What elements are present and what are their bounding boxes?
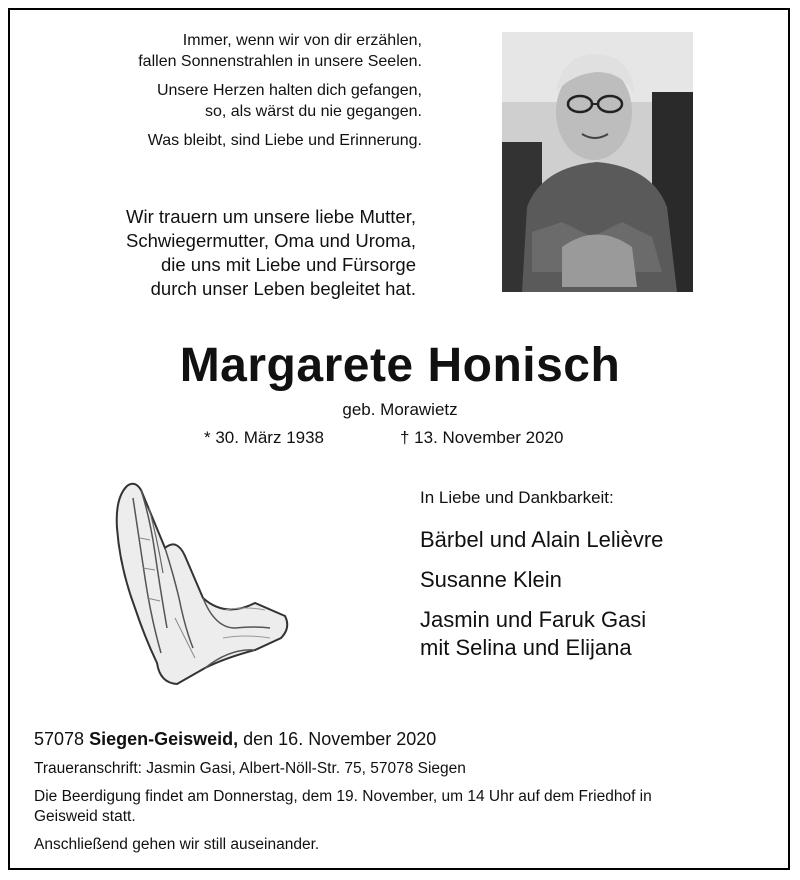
death-date: † 13. November 2020 — [400, 428, 564, 447]
portrait-photo — [502, 32, 693, 292]
family-name: Susanne Klein — [420, 567, 562, 592]
poem — [138, 30, 422, 159]
birth-date: * 30. März 1938 — [204, 428, 325, 447]
footer — [34, 729, 774, 863]
closing-note: Anschließend gehen wir still auseinander. — [34, 836, 320, 853]
family-entry — [420, 526, 663, 554]
funeral-line: Geisweid statt. — [34, 808, 136, 825]
family-name: Bärbel und Alain Lelièvre — [420, 527, 664, 552]
poem-line: Unsere Herzen halten dich gefangen, — [156, 82, 422, 99]
mourning-line: Schwiegermutter, Oma und Uroma, — [126, 230, 416, 251]
funeral-info — [34, 787, 774, 827]
family-name: mit Selina und Elijana — [420, 635, 632, 660]
birth-name: geb. Morawietz — [342, 400, 458, 419]
poem-line: Immer, wenn wir von dir erzählen, — [182, 32, 422, 49]
poem-line: so, als wärst du nie gegangen. — [204, 103, 422, 120]
family-entry — [420, 606, 663, 662]
deceased-name: Margarete Honisch — [179, 339, 621, 392]
signers — [420, 488, 663, 674]
poem-line: Was bleibt, sind Liebe und Erinnerung. — [147, 132, 422, 149]
family-entry — [420, 566, 663, 594]
mourning-line: Wir trauern um unsere liebe Mutter, — [126, 206, 416, 227]
mourning-line: die uns mit Liebe und Fürsorge — [160, 254, 416, 275]
mourning-text — [126, 205, 416, 301]
signers-intro: In Liebe und Dankbarkeit: — [420, 488, 614, 507]
notice-date: den 16. November 2020 — [243, 729, 437, 749]
funeral-line: Die Beerdigung findet am Donnerstag, dem 19. November, um 14 Uhr auf dem Friedhof in — [34, 788, 652, 805]
city: Siegen-Geisweid, — [89, 729, 239, 749]
poem-line: fallen Sonnenstrahlen in unsere Seelen. — [138, 53, 422, 70]
mourning-line: durch unser Leben begleitet hat. — [150, 278, 416, 299]
family-name: Jasmin und Faruk Gasi — [420, 607, 647, 632]
postcode: 57078 — [34, 729, 85, 749]
place-date — [34, 729, 774, 749]
mourning-address: Traueranschrift: Jasmin Gasi, Albert-Nöll-Str. 75, 57078 Siegen — [34, 760, 466, 777]
praying-hands-icon — [105, 478, 295, 688]
